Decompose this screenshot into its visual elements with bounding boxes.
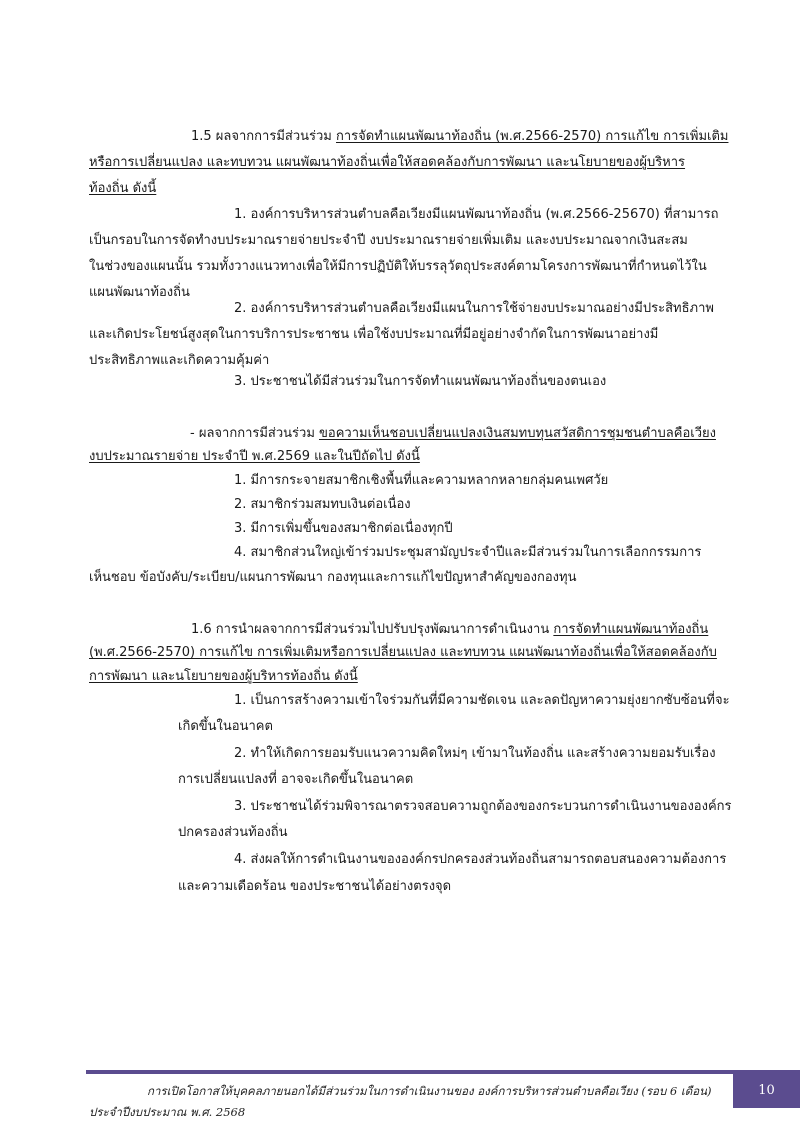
section-1-5-item-1-line-3: ในช่วงของแผนนั้น รวมทั้งวางแนวทางเพื่อให้มีการปฏิบัติให้บรรลุวัตถุประสงค์ตามโครงการพัฒนาที่กำหนดไว้ใน <box>89 259 707 274</box>
section-1-5-heading <box>191 128 728 146</box>
fund-section-heading <box>190 425 716 443</box>
section-1-6-line-2: (พ.ศ.2566-2570) การแก้ไข การเพิ่มเติมหรือการเปลี่ยนแปลง และทบทวน แผนพัฒนาท้องถิ่นเพื่อให้สอดคล้องกับ <box>89 645 717 660</box>
fund-section-heading-underlined: ขอความเห็นชอบเปลี่ยนแปลงเงินสมทบทุนสวัสดิการชุมชนตำบลคือเวียง <box>319 426 716 441</box>
section-1-5-heading-prefix: 1.5 ผลจากการมีส่วนร่วม <box>191 129 337 144</box>
section-1-6-item-2-line-2: การเปลี่ยนแปลงที่ อาจจะเกิดขึ้นในอนาคต <box>178 772 414 787</box>
section-1-5-item-2-line-3: ประสิทธิภาพและเกิดความคุ้มค่า <box>89 353 270 368</box>
section-1-5-item-1-line-2: เป็นกรอบในการจัดทำงบประมาณรายจ่ายประจำปี งบประมาณรายจ่ายเพิ่มเติม และงบประมาณจากเงินสะสม <box>89 233 688 248</box>
footer-fiscal-year: ประจำปีงบประมาณ พ.ศ. 2568 <box>89 1105 246 1119</box>
fund-section-item-4-line-1: 4. สมาชิกส่วนใหญ่เข้าร่วมประชุมสามัญประจำปีและมีส่วนร่วมในการเลือกกรรมการ <box>234 545 702 560</box>
section-1-6-item-3-line-2: ปกครองส่วนท้องถิ่น <box>178 825 288 840</box>
fund-section-heading-prefix: - ผลจากการมีส่วนร่วม <box>190 426 320 441</box>
section-1-6-item-1-line-1: 1. เป็นการสร้างความเข้าใจร่วมกันที่มีความชัดเจน และลดปัญหาความยุ่งยากซับซ้อนที่จะ <box>234 693 730 708</box>
section-1-6-heading-prefix: 1.6 การนำผลจากการมีส่วนร่วมไปปรับปรุงพัฒนาการดำเนินงาน <box>191 622 554 637</box>
fund-section-item-3: 3. มีการเพิ่มขึ้นของสมาชิกต่อเนื่องทุกปี <box>234 521 453 536</box>
section-1-6-heading-underlined: การจัดทำแผนพัฒนาท้องถิ่น <box>553 622 709 637</box>
section-1-5-item-1-line-4: แผนพัฒนาท้องถิ่น <box>89 285 190 300</box>
fund-section-line-2: งบประมาณรายจ่าย ประจำปี พ.ศ.2569 และในปีถัดไป ดังนี้ <box>89 449 420 464</box>
section-1-6-item-4-line-2: และความเดือดร้อน ของประชาชนได้อย่างตรงจุด <box>178 879 452 894</box>
section-1-5-item-2-line-2: และเกิดประโยชน์สูงสุดในการบริการประชาชน เพื่อใช้งบประมาณที่มีอยู่อย่างจำกัดในการพัฒนาอย่างมี <box>89 327 659 342</box>
section-1-5-line-3: ท้องถิ่น ดังนี้ <box>89 181 157 196</box>
section-1-5-line-2: หรือการเปลี่ยนแปลง และทบทวน แผนพัฒนาท้องถิ่นเพื่อให้สอดคล้องกับการพัฒนา และนโยบายของผู้บริหาร <box>89 155 686 170</box>
section-1-5-item-1-line-1: 1. องค์การบริหารส่วนตำบลคือเวียงมีแผนพัฒนาท้องถิ่น (พ.ศ.2566-25670) ที่สามารถ <box>234 207 719 222</box>
page-number: 10 <box>758 1083 775 1098</box>
fund-section-item-4-line-2: เห็นชอบ ข้อบังคับ/ระเบียบ/แผนการพัฒนา กองทุนและการแก้ไขปัญหาสำคัญของกองทุน <box>89 570 577 585</box>
section-1-6-item-3-line-1: 3. ประชาชนได้ร่วมพิจารณาตรวจสอบความถูกต้องของกระบวนการดำเนินงานขององค์กร <box>234 799 732 814</box>
footer-title: การเปิดโอกาสให้บุคคลภายนอกได้มีส่วนร่วมในการดำเนินงานของ องค์การบริหารส่วนตำบลคือเวียง (รอบ 6 เดือน) <box>147 1084 712 1098</box>
section-1-5-item-3: 3. ประชาชนได้มีส่วนร่วมในการจัดทำแผนพัฒนาท้องถิ่นของตนเอง <box>234 374 607 389</box>
section-1-5-item-2-line-1: 2. องค์การบริหารส่วนตำบลคือเวียงมีแผนในการใช้จ่ายงบประมาณอย่างมีประสิทธิภาพ <box>234 301 714 316</box>
section-1-6-heading <box>191 621 708 639</box>
section-1-6-item-1-line-2: เกิดขึ้นในอนาคต <box>178 719 273 734</box>
section-1-5-heading-underlined: การจัดทำแผนพัฒนาท้องถิ่น (พ.ศ.2566-2570) การแก้ไข การเพิ่มเติม <box>336 129 729 144</box>
fund-section-item-2: 2. สมาชิกร่วมสมทบเงินต่อเนื่อง <box>234 497 411 512</box>
page-number-badge <box>733 1074 800 1108</box>
section-1-6-item-4-line-1: 4. ส่งผลให้การดำเนินงานขององค์กรปกครองส่วนท้องถิ่นสามารถตอบสนองความต้องการ <box>234 852 727 867</box>
section-1-6-item-2-line-1: 2. ทำให้เกิดการยอมรับแนวความคิดใหม่ๆ เข้ามาในท้องถิ่น และสร้างความยอมรับเรื่อง <box>234 746 716 761</box>
section-1-6-line-3: การพัฒนา และนโยบายของผู้บริหารท้องถิ่น ดังนี้ <box>89 669 358 684</box>
footer-divider <box>86 1070 800 1074</box>
fund-section-item-1: 1. มีการกระจายสมาชิกเชิงพื้นที่และความหลากหลายกลุ่มคนเพศวัย <box>234 473 609 488</box>
